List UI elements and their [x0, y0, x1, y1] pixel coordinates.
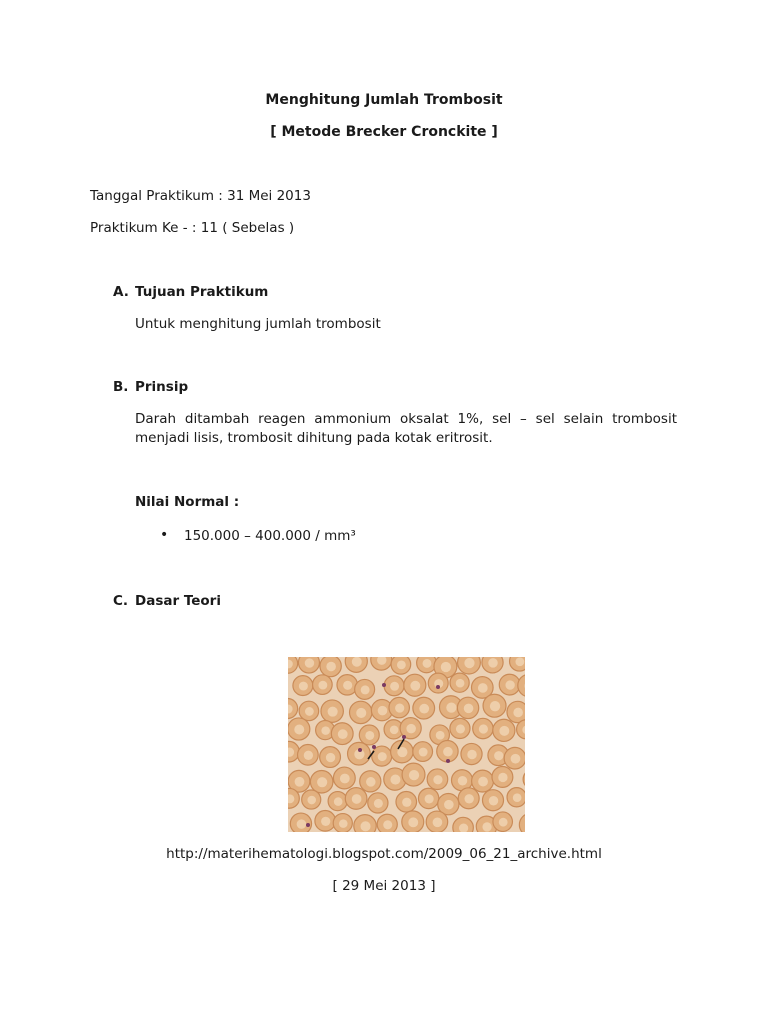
cell-pallor [456, 724, 465, 733]
cell-pallor [511, 754, 521, 764]
cell-pallor [360, 821, 370, 831]
platelet [358, 748, 362, 752]
cell-pallor [352, 657, 362, 667]
cell-pallor [338, 729, 348, 739]
figure-source-url: http://materihematologi.blogspot.com/2009_06_21_archive.html [166, 846, 602, 862]
cell-pallor [489, 796, 498, 805]
cell-pallor [498, 773, 507, 782]
practicum-date: Tanggal Praktikum : 31 Mei 2013 [90, 188, 311, 204]
cell-pallor [479, 724, 488, 733]
cell-pallor [299, 682, 308, 691]
cell-pallor [378, 752, 387, 761]
cell-pallor [383, 820, 392, 829]
cell-pallor [365, 731, 374, 740]
platelet [306, 823, 310, 827]
cell-pallor [295, 777, 305, 787]
cell-pallor [423, 659, 432, 668]
cell-pallor [482, 822, 491, 831]
cell-pallor [505, 680, 514, 689]
cell-pallor [352, 794, 362, 804]
cell-pallor [356, 708, 366, 718]
section-a-text: Untuk menghitung jumlah trombosit [135, 316, 381, 332]
cell-pallor [419, 704, 429, 714]
cell-pallor [490, 701, 500, 711]
cell-pallor [478, 683, 488, 693]
cell-pallor [328, 707, 338, 717]
cell-pallor [408, 817, 418, 827]
cell-pallor [366, 777, 376, 787]
cell-pallor [402, 798, 411, 807]
red-blood-cell [519, 813, 525, 832]
cell-pallor [390, 726, 399, 735]
figure-access-date: [ 29 Mei 2013 ] [332, 878, 436, 894]
cell-pallor [294, 725, 304, 735]
section-b-heading: Prinsip [135, 379, 189, 395]
cell-pallor [374, 799, 383, 808]
cell-pallor [305, 658, 314, 667]
cell-pallor [464, 704, 474, 714]
cell-pallor [515, 657, 524, 666]
cell-pallor [441, 662, 451, 672]
cell-pallor [456, 679, 465, 688]
cell-pallor [464, 794, 473, 803]
cell-pallor [321, 817, 330, 826]
cell-pallor [410, 681, 420, 691]
cell-pallor [326, 662, 336, 672]
cell-pallor [361, 685, 370, 694]
cell-pallor [433, 817, 443, 827]
platelet [436, 685, 440, 689]
page-subtitle: [ Metode Brecker Cronckite ] [270, 124, 498, 140]
cell-pallor [406, 724, 416, 734]
bullet-dot-icon: • [160, 527, 169, 543]
cell-pallor [444, 800, 454, 810]
cell-pallor [297, 819, 307, 829]
cell-pallor [443, 747, 453, 757]
blood-smear-image [288, 657, 525, 832]
cell-pallor [395, 703, 404, 712]
section-b-letter: B. [113, 379, 129, 395]
cell-pallor [339, 819, 348, 828]
normal-value-heading: Nilai Normal : [135, 494, 240, 510]
section-a-heading: Tujuan Praktikum [135, 284, 269, 300]
cell-pallor [464, 658, 474, 668]
cell-pallor [409, 770, 419, 780]
cell-pallor [321, 726, 330, 735]
cell-pallor [318, 681, 327, 690]
section-a-letter: A. [113, 284, 129, 300]
cell-pallor [343, 681, 352, 690]
cell-pallor [467, 750, 477, 760]
cell-pallor [390, 775, 400, 785]
cell-pallor [499, 726, 509, 736]
red-blood-cell [523, 769, 525, 789]
red-blood-cell [518, 674, 525, 696]
section-b-text: Darah ditambah reagen ammonium oksalat 1%, sel – sel selain trombosit menjadi lisis, trombosit dihitung pada kotak eritrosit. [135, 411, 677, 446]
cell-pallor [305, 707, 314, 716]
cell-pallor [494, 751, 503, 760]
cell-pallor [478, 777, 488, 787]
cell-pallor [458, 776, 467, 785]
cell-pallor [446, 702, 456, 712]
cell-pallor [304, 751, 313, 760]
cell-pallor [488, 658, 498, 668]
cell-pallor [307, 796, 316, 805]
cell-pallor [317, 777, 327, 787]
cell-pallor [397, 660, 406, 669]
cell-pallor [433, 775, 442, 784]
cell-pallor [436, 731, 445, 740]
practicum-number: Praktikum Ke - : 11 ( Sebelas ) [90, 220, 295, 236]
platelet [372, 745, 376, 749]
cell-pallor [378, 706, 388, 716]
cell-pallor [513, 793, 522, 802]
page-title: Menghitung Jumlah Trombosit [265, 92, 503, 108]
section-c-letter: C. [113, 593, 129, 609]
platelet [446, 759, 450, 763]
section-c-heading: Dasar Teori [135, 593, 221, 609]
cell-pallor [340, 774, 350, 784]
platelet [382, 683, 386, 687]
cell-pallor [334, 797, 343, 806]
cell-pallor [513, 708, 523, 718]
cell-pallor [499, 818, 508, 827]
cell-pallor [390, 682, 399, 691]
cell-pallor [326, 753, 335, 762]
cell-pallor [419, 748, 428, 757]
normal-value-item: 150.000 – 400.000 / mm³ [184, 528, 356, 544]
cell-pallor [425, 794, 434, 803]
platelet [402, 735, 406, 739]
